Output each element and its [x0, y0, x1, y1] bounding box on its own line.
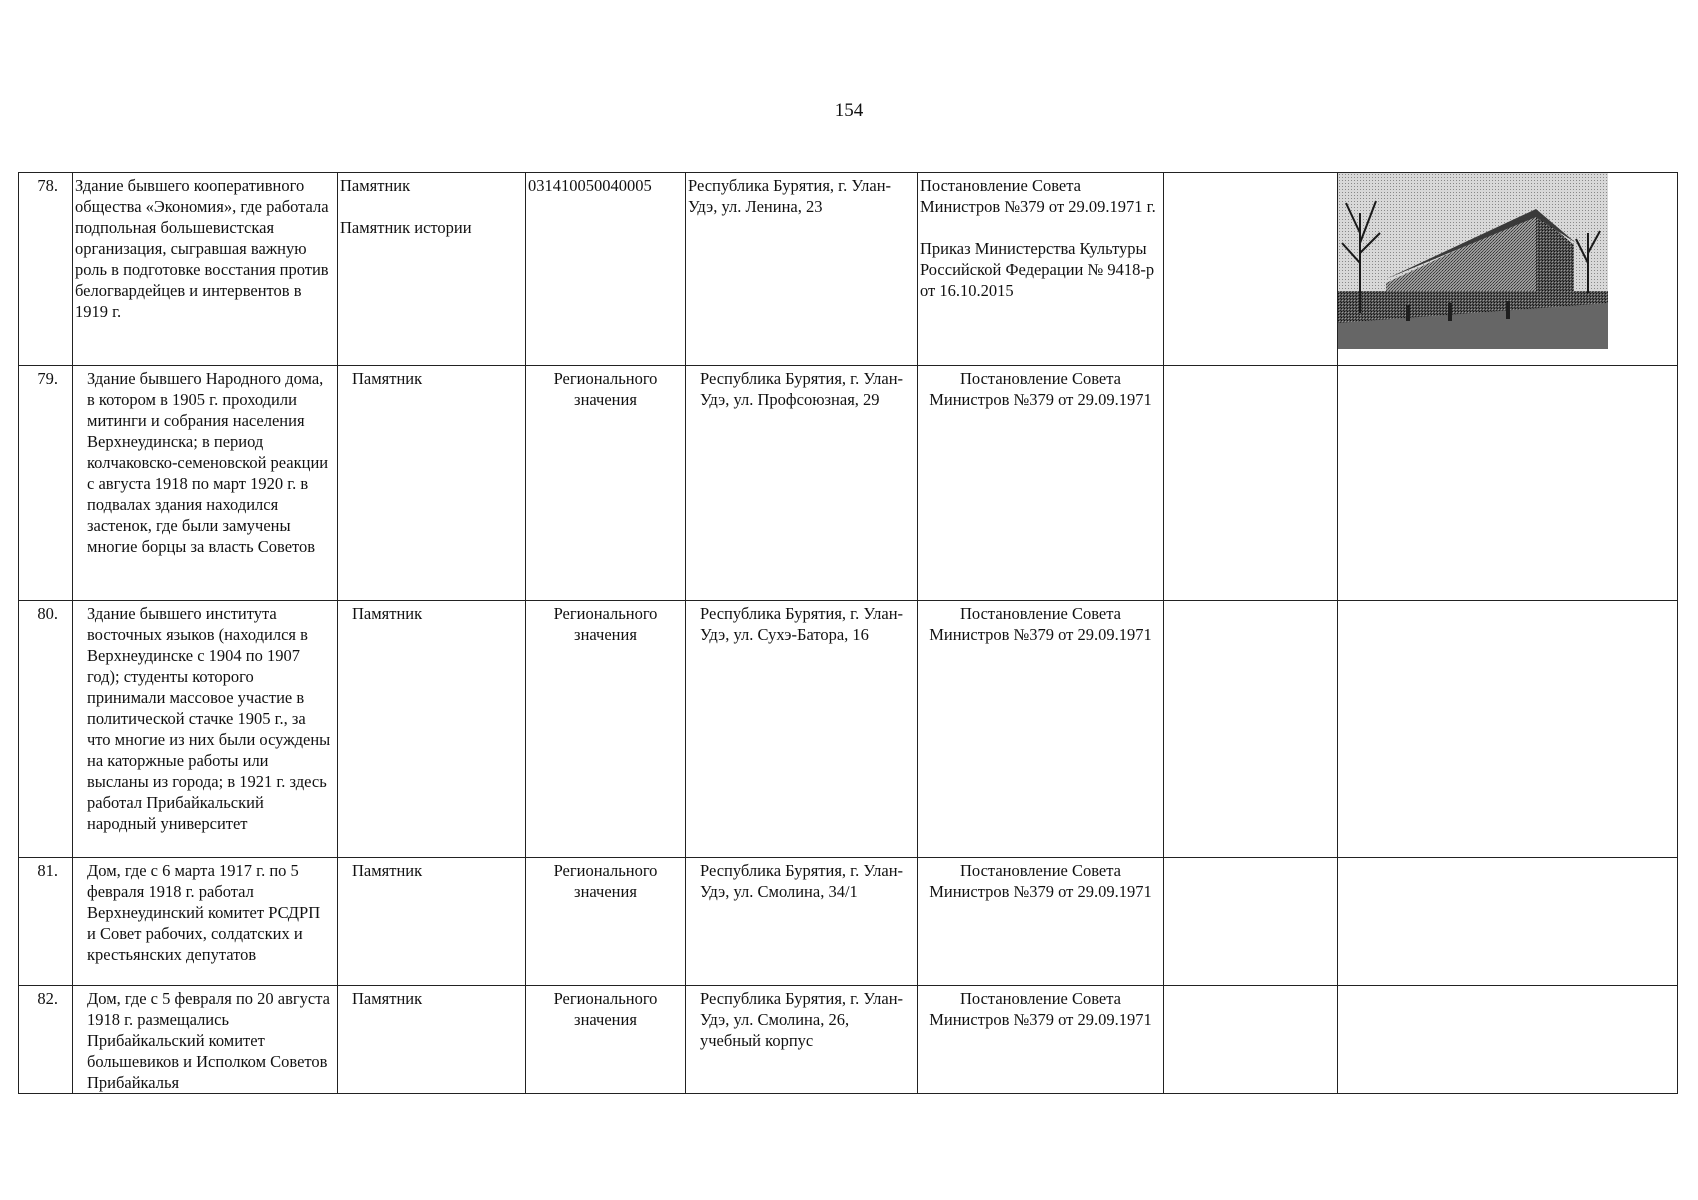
empty-cell — [1164, 366, 1338, 601]
empty-cell — [1338, 601, 1678, 858]
object-type-label: Памятник — [340, 176, 411, 195]
legal-document: Постановление Совета Министров №379 от 29.09.1971 — [918, 366, 1164, 601]
object-type: Памятник — [338, 601, 526, 858]
row-number: 81. — [19, 858, 73, 986]
object-address: Республика Бурятия, г. Улан-Удэ, ул. Смолина, 34/1 — [686, 858, 918, 986]
table-row — [19, 601, 1678, 858]
row-number: 79. — [19, 366, 73, 601]
empty-cell — [1338, 986, 1678, 1094]
object-subtype-label: Памятник истории — [340, 218, 472, 237]
object-name: Здание бывшего института восточных языков (находился в Верхнеудинске с 1904 по 1907 год); студенты которого принимали массовое участие в политической стачке 1905 г., за что многие из них были осуждены на каторжные работы или высланы из города; в 1921 г. здесь работал Прибайкальский народный университет — [73, 601, 338, 858]
table-row — [19, 366, 1678, 601]
legal-document-secondary: Приказ Министерства Культуры Российской Федерации № 9418-р от 16.10.2015 — [920, 239, 1155, 300]
object-address: Республика Бурятия, г. Улан-Удэ, ул. Смолина, 26, учебный корпус — [686, 986, 918, 1094]
object-category: Регионального значения — [526, 858, 686, 986]
object-category: Регионального значения — [526, 601, 686, 858]
object-category: Регионального значения — [526, 366, 686, 601]
legal-document: Постановление Совета Министров №379 от 29.09.1971 — [918, 858, 1164, 986]
heritage-registry-table — [18, 172, 1678, 1094]
building-photo — [1338, 173, 1608, 349]
object-type: Памятник — [338, 986, 526, 1094]
object-name: Дом, где с 6 марта 1917 г. по 5 февраля 1918 г. работал Верхнеудинский комитет РСДРП и Совет рабочих, солдатских и крестьянских депутатов — [73, 858, 338, 986]
row-number: 80. — [19, 601, 73, 858]
object-type: Памятник — [338, 366, 526, 601]
empty-cell — [1338, 858, 1678, 986]
empty-cell — [1164, 173, 1338, 366]
table-row — [19, 986, 1678, 1094]
registry-number: 031410050040005 — [526, 173, 686, 366]
object-address: Республика Бурятия, г. Улан-Удэ, ул. Сухэ-Батора, 16 — [686, 601, 918, 858]
photo-cell — [1338, 173, 1678, 366]
object-name: Здание бывшего Народного дома, в котором в 1905 г. проходили митинги и собрания населения Верхнеудинска; в период колчаковско-семеновской реакции с августа 1918 по март 1920 г. в подвалах здания находился застенок, где были замучены многие борцы за власть Советов — [73, 366, 338, 601]
object-category: Регионального значения — [526, 986, 686, 1094]
legal-document: Постановление Совета Министров №379 от 29.09.1971 — [918, 601, 1164, 858]
empty-cell — [1164, 601, 1338, 858]
legal-document — [918, 173, 1164, 366]
object-name: Дом, где с 5 февраля по 20 августа 1918 г. размещались Прибайкальский комитет большевиков и Исполком Советов Прибайкалья — [73, 986, 338, 1094]
empty-cell — [1338, 366, 1678, 601]
page-number: 154 — [834, 100, 864, 121]
object-address: Республика Бурятия, г. Улан-Удэ, ул. Профсоюзная, 29 — [686, 366, 918, 601]
table-row — [19, 858, 1678, 986]
legal-document-primary: Постановление Совета Министров №379 от 29.09.1971 г. — [920, 176, 1156, 216]
object-address: Республика Бурятия, г. Улан-Удэ, ул. Ленина, 23 — [686, 173, 918, 366]
row-number: 78. — [19, 173, 73, 366]
legal-document: Постановление Совета Министров №379 от 29.09.1971 — [918, 986, 1164, 1094]
empty-cell — [1164, 986, 1338, 1094]
row-number: 82. — [19, 986, 73, 1094]
object-name: Здание бывшего кооперативного общества «Экономия», где работала подпольная большевистская организация, сыгравшая важную роль в подготовке восстания против белогвардейцев и интервентов в 1919 г. — [73, 173, 338, 366]
object-type: Памятник — [338, 858, 526, 986]
table-row — [19, 173, 1678, 366]
object-type — [338, 173, 526, 366]
empty-cell — [1164, 858, 1338, 986]
